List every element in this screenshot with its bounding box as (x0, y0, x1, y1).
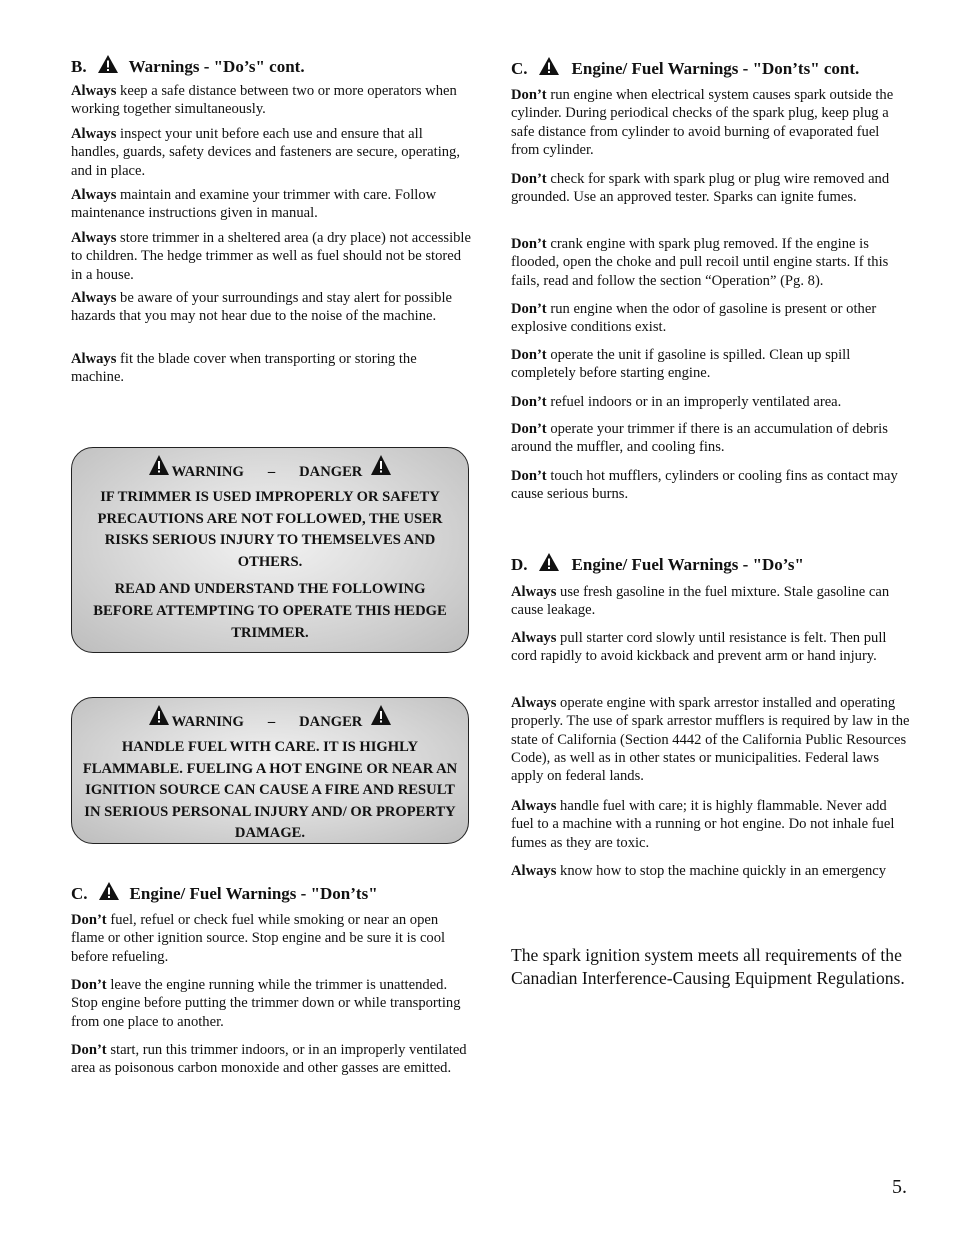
list-item: Always pull starter cord slowly until resistance is felt. Then pull cord rapidly to avoid kickback and prevent arm or hand injury. (511, 630, 887, 665)
section-title: Engine/ Fuel Warnings - "Don’ts" cont. (571, 58, 860, 78)
section-letter: C. (71, 883, 88, 903)
list-item: Always inspect your unit before each use and ensure that all handles, guards, safety devices and fasteners are secure, operating, and in place. (71, 126, 461, 179)
dash: – (267, 464, 276, 480)
list-item: Don’t run engine when the odor of gasoline is present or other explosive conditions exist. (511, 301, 877, 336)
warning-header (82, 704, 458, 731)
list-item: Always be aware of your surroundings and stay alert for possible hazards that you may not hear due to the noise of the machine. (71, 290, 452, 325)
warning-label: WARNING (171, 464, 244, 480)
warning-triangle-icon (370, 704, 392, 731)
page-number: 5. (892, 1176, 907, 1198)
list-item: Don’t start, run this trimmer indoors, or in an improperly ventilated area as poisonous carbon monoxide and other gasses are emitted. (71, 1042, 467, 1077)
section-d-heading (511, 552, 804, 577)
list-item: Always maintain and examine your trimmer with care. Follow maintenance instructions given in manual. (71, 187, 437, 222)
list-item: Don’t refuel indoors or in an improperly ventilated area. (511, 394, 842, 410)
list-item: Don’t check for spark with spark plug or plug wire removed and grounded. Use an approved tester. Sparks can ignite fumes. (511, 171, 890, 206)
section-letter: C. (511, 58, 528, 78)
warning-triangle-icon (148, 454, 170, 481)
section-title: Engine/ Fuel Warnings - "Don’ts" (129, 883, 378, 903)
list-item: Don’t operate the unit if gasoline is spilled. Clean up spill completely before starting engine. (511, 347, 851, 382)
list-item: Don’t fuel, refuel or check fuel while smoking or near an open flame or other ignition source. Stop engine and be sure it is cool before refueling. (71, 912, 446, 965)
list-item: Don’t leave the engine running while the trimmer is unattended. Stop engine before putting the trimmer down or while transporting from one place to another. (71, 977, 461, 1030)
danger-label: DANGER (299, 464, 363, 480)
list-item: Don’t touch hot mufflers, cylinders or cooling fins as contact may cause serious burns. (511, 468, 898, 503)
section-b-heading (71, 54, 305, 79)
warning-danger-box (71, 697, 469, 844)
list-item: Always know how to stop the machine quickly in an emergency (511, 863, 887, 879)
list-item: Always keep a safe distance between two or more operators when working together simultaneously. (71, 83, 457, 118)
section-letter: D. (511, 554, 528, 574)
warning-header (86, 454, 454, 481)
dash: – (267, 714, 276, 730)
list-item: Always use fresh gasoline in the fuel mixture. Stale gasoline can cause leakage. (511, 584, 890, 619)
warning-triangle-icon (538, 552, 560, 577)
danger-label: DANGER (299, 714, 363, 730)
section-title: Warnings - "Do’s" cont. (128, 56, 305, 76)
warning-text: HANDLE FUEL WITH CARE. IT IS HIGHLY FLAMMABLE. FUELING A HOT ENGINE OR NEAR AN IGNITION SOURCE CAN CAUSE A FIRE AND RESULT IN SERIOUS PERSONAL INJURY AND/ OR PROPERTY DAMAGE. (82, 739, 458, 842)
warning-label: WARNING (171, 714, 244, 730)
list-item: Don’t operate your trimmer if there is an accumulation of debris around the muffler, and cooling fins. (511, 421, 888, 456)
warning-triangle-icon (148, 704, 170, 731)
warning-triangle-icon (538, 56, 560, 81)
list-item: Always operate engine with spark arrestor installed and operating properly. The use of spark arrestor mufflers is required by law in the state of California (Section 4442 of the California Public Resources Code), as well as in other states or municipalities. Federal laws apply on federal lands. (511, 695, 910, 785)
compliance-statement: The spark ignition system meets all requirements of the Canadian Interference-Causing Equipment Regulations. (511, 945, 905, 988)
list-item: Always handle fuel with care; it is highly flammable. Never add fuel to a machine with a running or hot engine. Do not inhale fuel fumes as they are toxic. (511, 798, 895, 851)
list-item: Don’t run engine when electrical system causes spark outside the cylinder. During periodical checks of the spark plug, keep plug a safe distance from cylinder to avoid burning of evaporated fuel from cylinder. (511, 87, 894, 158)
section-letter: B. (71, 56, 87, 76)
warning-triangle-icon (97, 54, 119, 79)
section-title: Engine/ Fuel Warnings - "Do’s" (571, 554, 804, 574)
warning-danger-box (71, 447, 469, 653)
list-item: Always store trimmer in a sheltered area (a dry place) not accessible to children. The hedge trimmer as well as fuel should not be stored in a house. (71, 230, 471, 283)
warning-triangle-icon (98, 881, 120, 906)
list-item: Don’t crank engine with spark plug removed. If the engine is flooded, open the choke and pull recoil until engine starts. If this fails, read and follow the section “Operation” (Pg. 8). (511, 236, 889, 289)
warning-triangle-icon (370, 454, 392, 481)
warning-text: READ AND UNDERSTAND THE FOLLOWING BEFORE ATTEMPTING TO OPERATE THIS HEDGE TRIMMER. (93, 581, 447, 641)
section-c-heading (71, 881, 378, 906)
list-item: Always fit the blade cover when transporting or storing the machine. (71, 351, 417, 386)
warning-text: IF TRIMMER IS USED IMPROPERLY OR SAFETY PRECAUTIONS ARE NOT FOLLOWED, THE USER RISKS SERIOUS INJURY TO THEMSELVES AND OTHERS. (97, 489, 443, 570)
section-c-cont-heading (511, 56, 859, 81)
